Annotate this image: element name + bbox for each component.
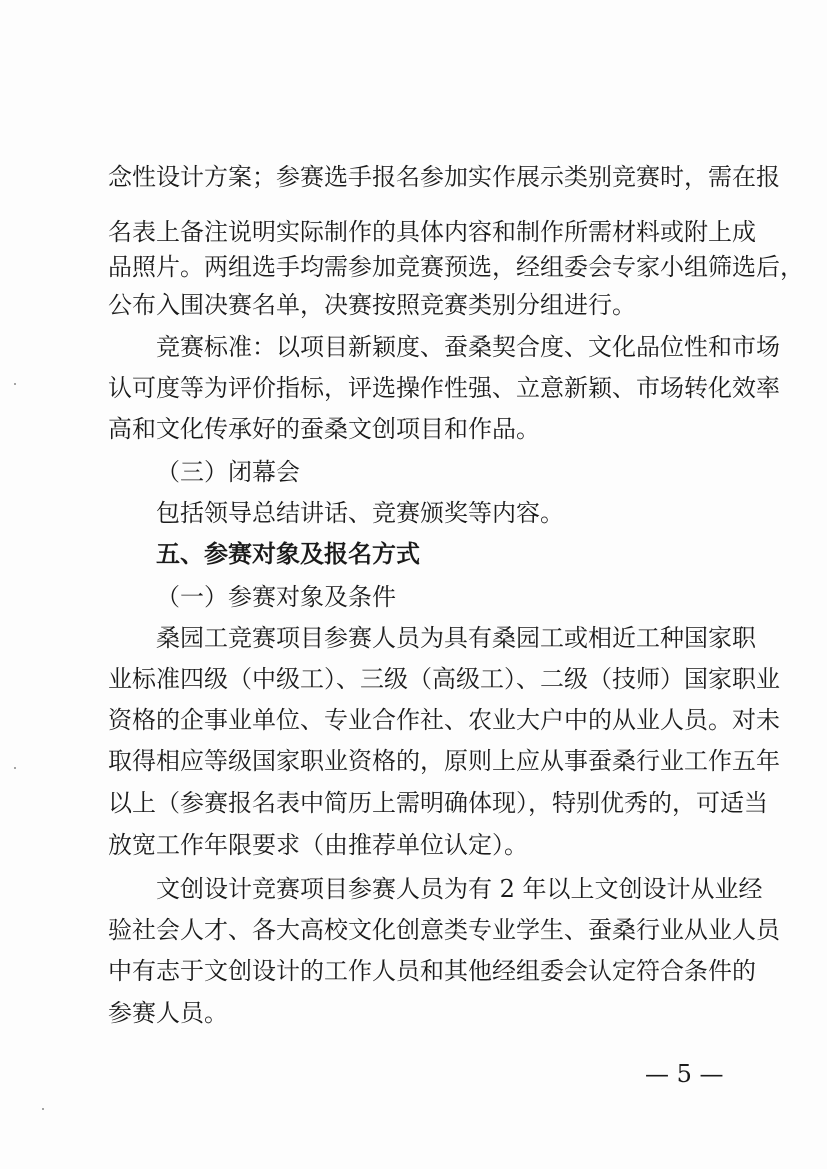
- scan-speck: [14, 383, 16, 385]
- text-line: 参赛人员。: [108, 999, 228, 1027]
- text-line: 念性设计方案；参赛选手报名参加实作展示类别竞赛时，需在报: [108, 163, 780, 191]
- text-line: 验社会人才、各大高校文化创意类专业学生、蚕桑行业从业人员: [108, 916, 780, 944]
- text-line: 以上（参赛报名表中简历上需明确体现），特别优秀的，可适当: [108, 789, 768, 817]
- text-line: 名表上备注说明实际制作的具体内容和制作所需材料或附上成: [108, 218, 756, 246]
- text-line: 认可度等为评价指标，评选操作性强、立意新颖、市场转化效率: [108, 374, 780, 402]
- scan-speck: [42, 1108, 44, 1110]
- text-line: 文创设计竞赛项目参赛人员为有 2 年以上文创设计从业经: [156, 875, 763, 903]
- text-line: 竞赛标准：以项目新颖度、蚕桑契合度、文化品位性和市场: [156, 333, 780, 361]
- text-line: 公布入围决赛名单，决赛按照竞赛类别分组进行。: [108, 291, 636, 319]
- text-line: 放宽工作年限要求（由推荐单位认定）。: [108, 831, 528, 859]
- text-line: 桑园工竞赛项目参赛人员为具有桑园工或相近工种国家职: [156, 624, 756, 652]
- scan-speck: [14, 767, 16, 769]
- text-line: 取得相应等级国家职业资格的，原则上应从事蚕桑行业工作五年: [108, 747, 780, 775]
- text-line: 资格的企事业单位、专业合作社、农业大户中的从业人员。对未: [108, 706, 780, 734]
- section-heading: 五、参赛对象及报名方式: [156, 540, 420, 568]
- text-line: 包括领导总结讲话、竞赛颁奖等内容。: [156, 499, 564, 527]
- text-line: 高和文化传承好的蚕桑文创项目和作品。: [108, 415, 540, 443]
- text-line: 品照片。两组选手均需参加竞赛预选，经组委会专家小组筛选后，: [108, 253, 804, 281]
- text-line: 业标准四级（中级工）、三级（高级工）、二级（技师）国家职业: [108, 665, 780, 693]
- section-heading: （三）闭幕会: [156, 458, 300, 486]
- page-number: — 5 —: [645, 1060, 724, 1088]
- text-line: 中有志于文创设计的工作人员和其他经组委会认定符合条件的: [108, 957, 756, 985]
- section-heading: （一）参赛对象及条件: [156, 583, 396, 611]
